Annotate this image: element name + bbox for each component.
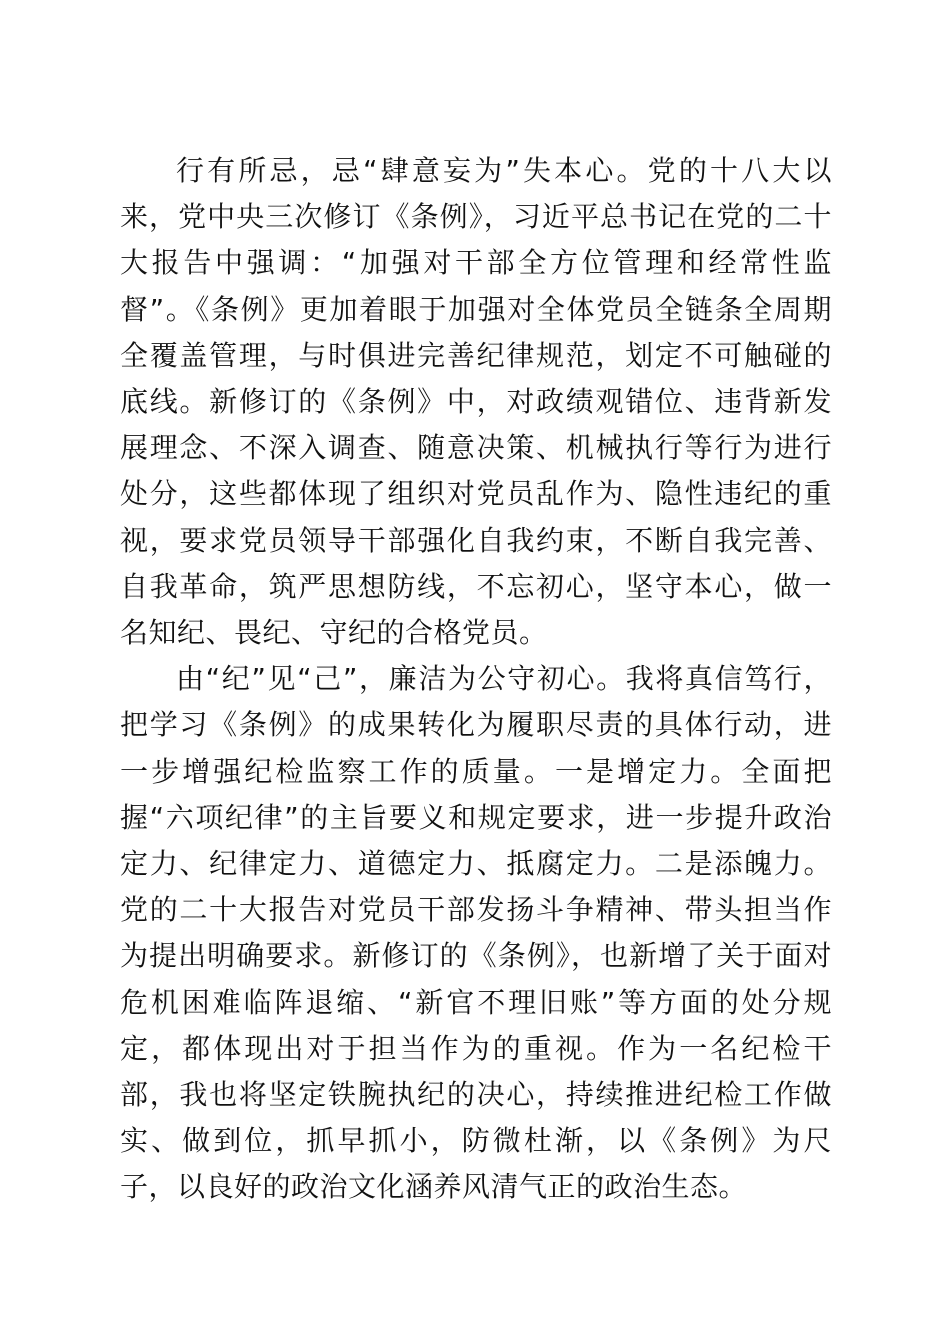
paragraph-1: 行有所忌，忌“肆意妄为”失本心。党的十八大以来，党中央三次修订《条例》，习近平总书记在党的二十大报告中强调：“加强对干部全方位管理和经常性监督”。《条例》更加着眼于加强对全体党员全链条全周期全覆盖管理，与时俱进完善纪律规范，划定不可触碰的底线。新修订的《条例》中，对政绩观错位、违背新发展理念、不深入调查、随意决策、机械执行等行为进行处分，这些都体现了组织对党员乱作为、隐性违纪的重视，要求党员领导干部强化自我约束，不断自我完善、自我革命，筑严思想防线，不忘初心，坚守本心，做一名知纪、畏纪、守纪的合格党员。 xyxy=(120,154,832,650)
document-body xyxy=(120,148,832,1211)
paragraph-2: 由“纪”见“己”，廉洁为公守初心。我将真信笃行，把学习《条例》的成果转化为履职尽责的具体行动，进一步增强纪检监察工作的质量。一是增定力。全面把握“六项纪律”的主旨要义和规定要求，进一步提升政治定力、纪律定力、道德定力、抵腐定力。二是添魄力。党的二十大报告对党员干部发扬斗争精神、带头担当作为提出明确要求。新修订的《条例》，也新增了关于面对危机困难临阵退缩、“新官不理旧账”等方面的处分规定，都体现出对于担当作为的重视。作为一名纪检干部，我也将坚定铁腕执纪的决心，持续推进纪检工作做实、做到位，抓早抓小，防微杜渐，以《条例》为尺子，以良好的政治文化涵养风清气正的政治生态。 xyxy=(120,662,832,1204)
